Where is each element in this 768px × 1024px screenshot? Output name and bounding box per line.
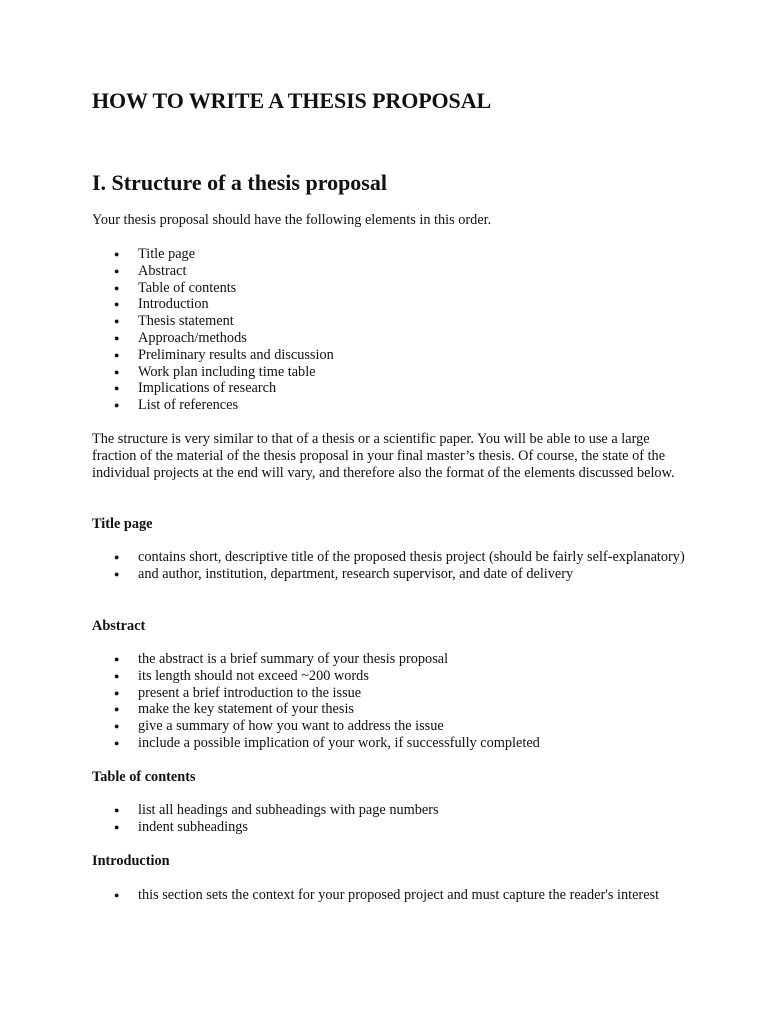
document-title: HOW TO WRITE A THESIS PROPOSAL [92,88,492,113]
list-item-text: Thesis statement [138,313,234,330]
intro-paragraph: Your thesis proposal should have the following elements in this order. [92,212,492,228]
list-item-text: the abstract is a brief summary of your thesis proposal [138,651,449,667]
abstract-list [92,651,692,752]
bullet-icon: ● [114,332,120,343]
list-item-text: list all headings and subheadings with page numbers [138,802,439,818]
introduction-heading: Introduction [92,853,170,869]
list-item-text: this section sets the context for your proposed project and must capture the reader's interest [138,887,660,903]
bullet-icon: ● [114,737,120,748]
list-item [92,735,692,752]
list-item [92,263,692,280]
section-heading: I. Structure of a thesis proposal [92,170,387,195]
list-item [92,701,692,718]
list-item [92,651,692,668]
list-item-text: Preliminary results and discussion [138,346,334,363]
list-item [92,887,692,904]
list-item-text: Work plan including time table [138,363,316,380]
list-item [92,802,692,819]
list-item-text: contains short, descriptive title of the proposed thesis project (should be fairly self-explanatory) [138,549,685,565]
bullet-icon: ● [114,654,120,664]
list-item-text: Introduction [138,296,209,313]
list-item [92,347,692,364]
list-item [92,246,692,263]
title-page-heading: Title page [92,516,153,532]
list-item [92,380,692,397]
list-item [92,364,692,381]
list-item [92,313,692,330]
list-item [92,330,692,347]
bullet-icon: ● [114,249,120,259]
list-item-text: give a summary of how you want to address the issue [138,718,444,735]
list-item-text: indent subheadings [138,818,248,835]
bullet-icon: ● [114,366,120,377]
bullet-icon: ● [114,349,120,360]
list-item-text: present a brief introduction to the issue [138,684,362,701]
bullet-icon: ● [114,670,120,681]
bullet-icon: ● [114,400,120,411]
list-item [92,668,692,685]
list-item [92,566,692,583]
list-item [92,296,692,313]
list-item-text: List of references [138,397,239,414]
list-item [92,685,692,702]
list-item-text: Implications of research [138,380,277,397]
list-item [92,280,692,297]
structure-paragraph: The structure is very similar to that of a thesis or a scientific paper. You will be able to use a large fraction of the material of the thesis proposal in your final master’s thesis. Of course, the state of the individual projects at the end will vary, and therefore also the format of the elements discussed below. [92,431,675,481]
list-item-text: Abstract [138,262,187,279]
bullet-icon: ● [114,299,120,310]
bullet-icon: ● [114,687,120,698]
list-item-text: include a possible implication of your work, if successfully completed [138,734,540,751]
table-of-contents-list [92,802,692,836]
list-item [92,549,692,566]
list-item-text: Table of contents [138,279,237,296]
bullet-icon: ● [114,265,120,276]
list-item-text: and author, institution, department, research supervisor, and date of delivery [138,565,574,582]
bullet-icon: ● [114,805,120,815]
bullet-icon: ● [114,316,120,327]
bullet-icon: ● [114,383,120,394]
list-item [92,397,692,414]
introduction-list [92,887,692,904]
list-item [92,718,692,735]
list-item [92,819,692,836]
bullet-icon: ● [114,568,120,579]
list-item-text: Title page [138,246,196,262]
title-page-list [92,549,692,583]
bullet-icon: ● [114,721,120,732]
bullet-icon: ● [114,821,120,832]
bullet-icon: ● [114,552,120,562]
bullet-icon: ● [114,890,120,900]
bullet-icon: ● [114,282,120,293]
list-item-text: its length should not exceed ~200 words [138,667,369,684]
list-item-text: Approach/methods [138,329,247,346]
bullet-icon: ● [114,704,120,715]
elements-list [92,246,692,414]
abstract-heading: Abstract [92,618,146,634]
list-item-text: make the key statement of your thesis [138,701,354,718]
table-of-contents-heading: Table of contents [92,769,196,785]
